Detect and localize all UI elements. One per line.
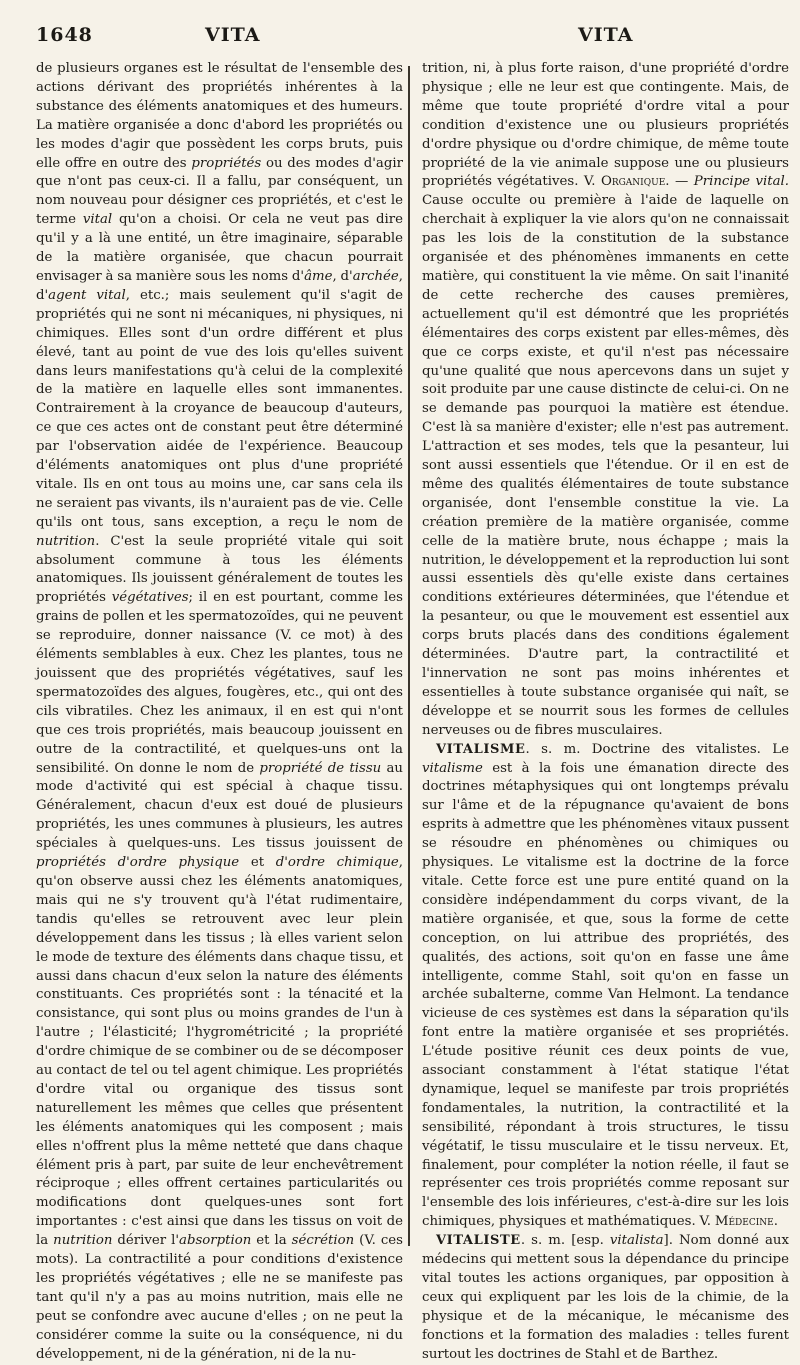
page-number: 1648 bbox=[36, 24, 93, 46]
principe-vital-paragraph: trition, ni, à plus forte raison, d'une propriété d'ordre physique ; elle ne leur est que contingente. Mais, de même que toute propriété d'ordre vital a pour condition d'existence une ou plusieurs propriétés d'ordre physique ou d'ordre chimique, de même toute propriété de la vie animale suppose une ou plusieurs propriétés végétatives. V. Organique. — Principe vital. Cause occulte ou première à l'aide de laquelle on cherchait à expliquer la vie alors qu'on ne connaissait pas les lois de la constitution de la substance organisée et des phénomènes immanents en cette matière, qui constituent la vie même. On sait l'inanité de cette recherche des causes premières, actuellement qu'il est démontré que les propriétés élémentaires des corps existent par elles-mêmes, dès que ce corps existe, et qu'il n'est pas nécessaire qu'une qualité que nous apercevons dans un sujet y soit produite par une cause distincte de celui-ci. On ne se demande pas pourquoi la matière est étendue. C'est là sa manière d'exister; elle n'est pas autrement. L'attraction et ses modes, tels que la pesanteur, lui sont aussi essentiels que l'étendue. Or il en est de même des qualités élémentaires de toute substance organisée, dont l'ensemble constitue la vie. La création première de la matière organisée, comme celle de la matière brute, nous échappe ; mais la nutrition, le développement et la reproduction lui sont aussi essentiels dès qu'elle existe dans certaines conditions extérieures déterminées, que l'étendue et la pesanteur, ou que le mouvement est essentiel aux corps bruts placés dans des conditions également déterminées. D'autre part, la contractilité et l'innervation ne sont pas moins inhérentes et essentielles à toute substance organisée qui naît, se développe et se nourrit sous les formes de cellules nerveuses ou de fibres musculaires. bbox=[422, 61, 789, 738]
entry-vitalisme: VITALISME. s. m. Doctrine des vitalistes. Le vitalisme est à la fois une émanation directe des doctrines métaphysiques qui ont longtemps prévalu sur l'âme et de la répugnance qu'avaient de bons esprits à admettre que les phénomènes vitaux pussent se résoudre en phénomènes ou chimiques ou physiques. Le vitalisme est la doctrine de la force vitale. Cette force est une pure entité quand on la considère indépendamment du corps vivant, de la matière organisée, et que, sous la forme de cette conception, on lui attribue des propriétés, des qualités, des actions, soit qu'on en fasse une âme intelligente, comme Stahl, soit qu'on en fasse un archée subalterne, comme Van Helmont. La tendance vicieuse de ces systèmes est dans la séparation qu'ils font entre la matière organisée et ses propriétés. L'étude positive réunit ces deux points de vue, associant constamment à l'état statique l'état dynamique, lequel se manifeste par trois propriétés fondamentales, la nutrition, la contractilité et la sensibilité, répondant à trois structures, le tissu végétatif, le tissu musculaire et le tissu nerveux. Et, finalement, pour compléter la notion réelle, il faut se représenter ces trois propriétés comme reposant sur l'ensemble des lois inférieures, c'est-à-dire sur les lois chimiques, physiques et mathématiques. V. Médecine. bbox=[422, 741, 789, 1230]
right-column bbox=[422, 60, 789, 1365]
cross-reference: Organique bbox=[600, 174, 666, 190]
left-column bbox=[36, 60, 403, 1365]
headword-vitalisme: VITALISME bbox=[436, 741, 526, 757]
left-running-title: VITA bbox=[205, 24, 261, 46]
entry-vitaliste: VITALISTE. s. m. [esp. vitalista]. Nom donné aux médecins qui mettent sous la dépendance du principe vital toutes les actions organiques, par opposition à ceux qui expliquent par les lois de la chimie, de la physique et de la mécanique, le mécanisme des fonctions et la formation des maladies : telles furent surtout les doctrines de Stahl et de Barthez. bbox=[422, 1233, 789, 1362]
column-divider bbox=[408, 66, 410, 1246]
headword-vitaliste: VITALISTE bbox=[436, 1233, 521, 1249]
left-column-text: de plusieurs organes est le résultat de l'ensemble des actions dérivant des propriétés inhérentes à la substance des éléments anatomiques et des humeurs. La matière organisée a donc d'abord les propriétés ou les modes d'agir que possèdent les corps bruts, puis elle offre en outre des propriétés ou des modes d'agir que n'ont pas ceux-ci. Il a fallu, par conséquent, un nom nouveau pour désigner ces propriétés, et c'est le terme vital qu'on a choisi. Or cela ne veut pas dire qu'il y a là une entité, un être imaginaire, séparable de la matière organisée, que chacun pourrait envisager à sa manière sous les noms d'âme, d'archée, d'agent vital, etc.; mais seulement qu'il s'agit de propriétés qui ne sont ni mécaniques, ni physiques, ni chimiques. Elles sont d'un ordre différent et plus élevé, tant au point de vue des lois qu'elles suivent dans leurs manifestations qu'à celui de la complexité de la matière en laquelle elles sont immanentes. Contrairement à la croyance de beaucoup d'auteurs, ce que ces actes ont de constant peut être déterminé par l'observation aidée de l'expérience. Beaucoup d'éléments anatomiques ont plus d'une propriété vitale. Ils en ont tous au moins une, car sans cela ils ne seraient pas vivants, ils n'auraient pas de vie. Celle qu'ils ont tous, sans exception, a reçu le nom de nutrition. C'est la seule propriété vitale qui soit absolument commune à tous les éléments anatomiques. Ils jouissent généralement de toutes les propriétés végétatives; il en est pourtant, comme les grains de pollen et les spermatozoïdes, qui ne peuvent se reproduire, donner naissance (V. ce mot) à des éléments semblables à eux. Chez les plantes, tous ne jouissent que des propriétés végétatives, sauf les spermatozoïdes des algues, fougères, etc., qui ont des cils vibratiles. Chez les animaux, il en est qui n'ont que ces trois propriétés, mais beaucoup jouissent en outre de la contractilité, et quelques-uns ont la sensibilité. On donne le nom de propriété de tissu au mode d'activité qui est spécial à chaque tissu. Généralement, chacun d'eux est doué de plusieurs propriétés, les unes communes à plusieurs, les autres spéciales à quelques-uns. Les tissus jouissent de propriétés d'ordre physique et d'ordre chimique, qu'on observe aussi chez les éléments anatomiques, mais qui ne s'y trouvent qu'à l'état rudimentaire, tandis qu'elles se retrouvent avec leur plein développement dans les tissus ; là elles varient selon le mode de texture des éléments dans chaque tissu, et aussi dans chacun d'eux selon la nature des éléments constituants. Ces propriétés sont : la ténacité et la consistance, qui sont plus ou moins grandes de l'un à l'autre ; l'élasticité; l'hygrométricité ; la propriété d'ordre chimique de se combiner ou de se décomposer au contact de tel ou tel agent chimique. Les propriétés d'ordre vital ou organique des tissus sont naturellement les mêmes que celles que présentent les éléments anatomiques qui les composent ; mais elles n'offrent plus la même netteté que dans chaque élément pris à part, par suite de leur enchevêtrement réciproque ; elles offrent certaines particularités ou modifications dont quelques-unes sont fort importantes : c'est ainsi que dans les tissus on voit de la nutrition dériver l'absorption et la sécrétion (V. ces mots). La contractilité a pour conditions d'existence les propriétés végétatives ; elle ne se manifeste pas tant qu'il n'y a pas au moins nutrition, mais elle ne peut se confondre avec aucune d'elles ; on ne peut la considérer comme la suite ou la conséquence, ni du développement, ni de la génération, ni de la nu- bbox=[36, 61, 403, 1362]
page-header bbox=[0, 24, 800, 54]
right-running-title: VITA bbox=[578, 24, 634, 46]
cross-reference: Médecine bbox=[714, 1214, 774, 1230]
subentry-principe-vital: Principe vital. bbox=[693, 174, 789, 190]
